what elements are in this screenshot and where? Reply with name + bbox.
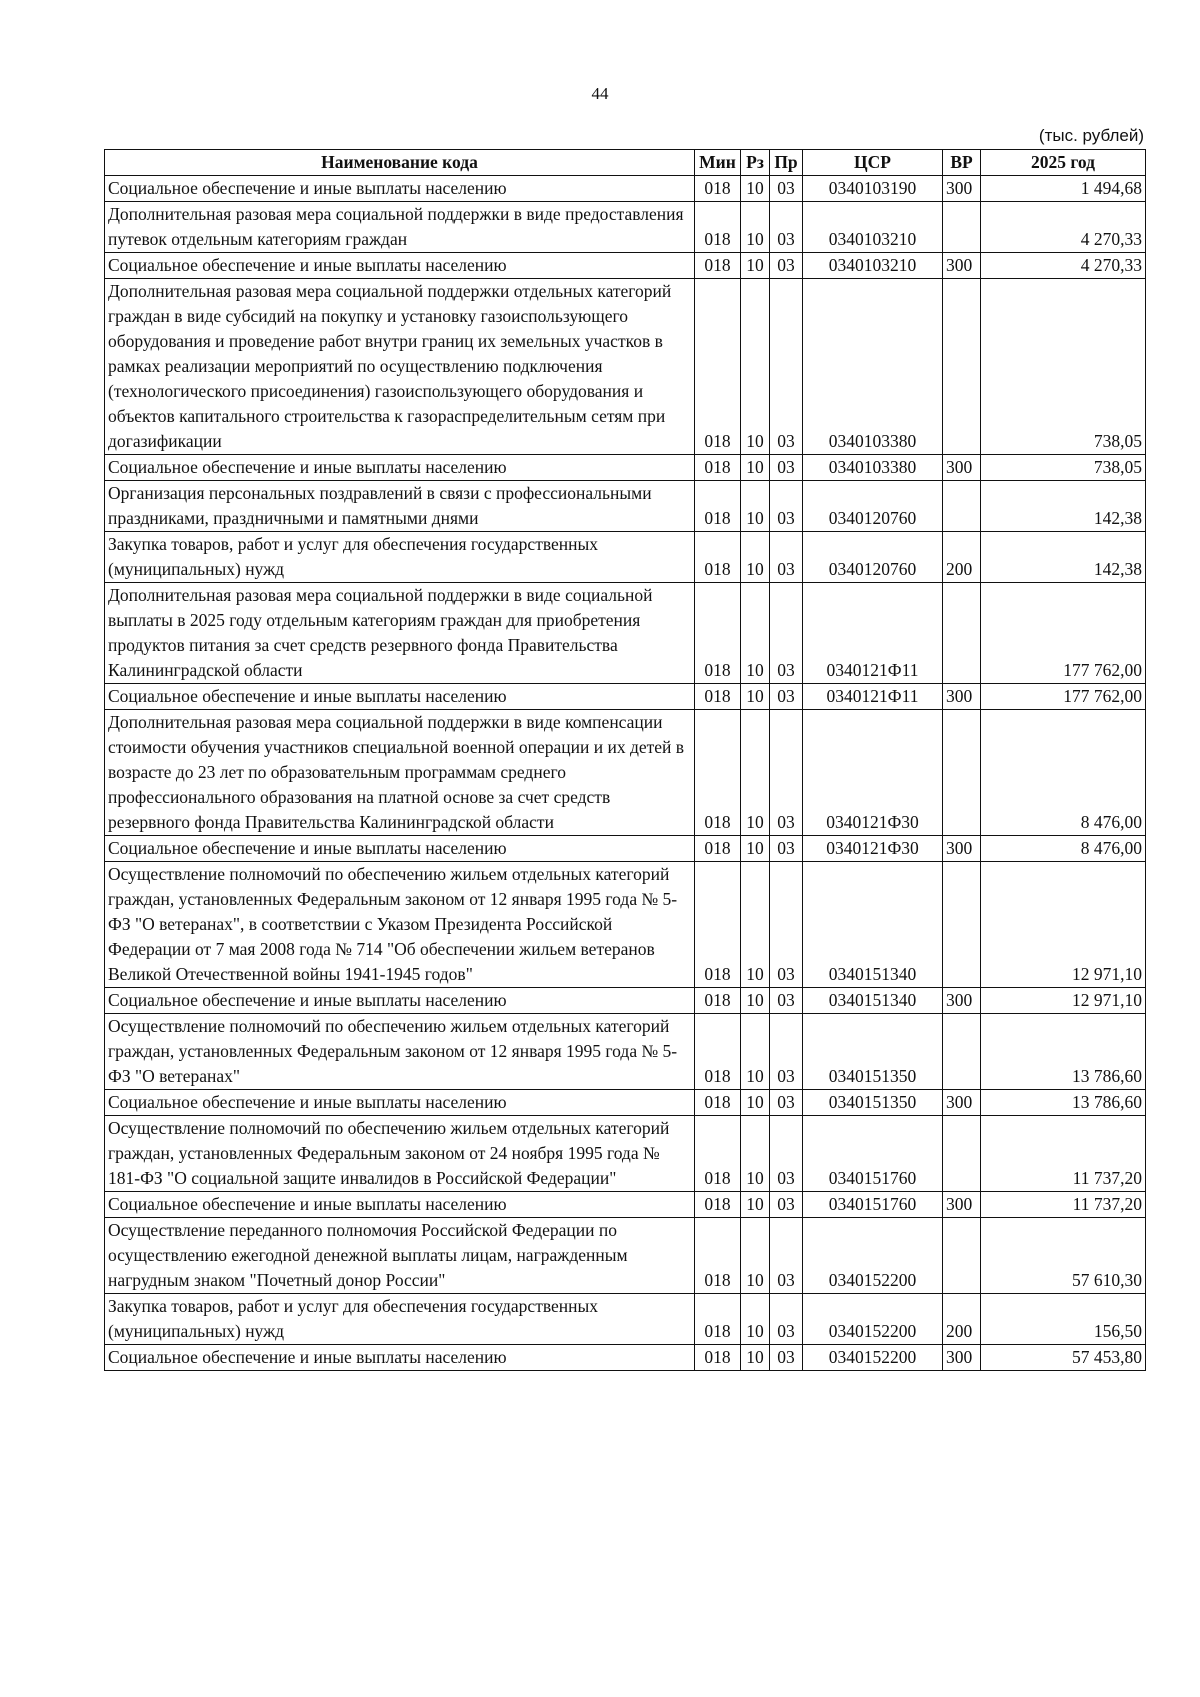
cell-rz: 10 (741, 862, 770, 988)
cell-csr: 0340121Ф30 (803, 710, 943, 836)
cell-csr: 0340151340 (803, 988, 943, 1014)
cell-rz: 10 (741, 279, 770, 455)
cell-rz: 10 (741, 988, 770, 1014)
table-row (105, 836, 1146, 862)
cell-name: Осуществление полномочий по обеспечению жильем отдельных категорий граждан, установленных Федеральным законом от 12 января 1995 года № 5-ФЗ "О ветеранах" (105, 1014, 695, 1090)
table-row (105, 532, 1146, 583)
cell-amount: 13 786,60 (981, 1090, 1146, 1116)
cell-csr: 0340151760 (803, 1192, 943, 1218)
table-row (105, 455, 1146, 481)
table-row (105, 1345, 1146, 1371)
cell-rz: 10 (741, 176, 770, 202)
header-pr: Пр (770, 150, 803, 176)
cell-name: Социальное обеспечение и иные выплаты населению (105, 455, 695, 481)
cell-name: Дополнительная разовая мера социальной поддержки в виде социальной выплаты в 2025 году отдельным категориям граждан для приобретения продуктов питания за счет средств резервного фонда Правительства Калининградской области (105, 583, 695, 684)
cell-pr: 03 (770, 684, 803, 710)
table-header-row (105, 150, 1146, 176)
cell-csr: 0340103190 (803, 176, 943, 202)
cell-vr (943, 1014, 981, 1090)
cell-vr: 300 (943, 1090, 981, 1116)
cell-csr: 0340120760 (803, 481, 943, 532)
table-row (105, 583, 1146, 684)
cell-vr: 300 (943, 684, 981, 710)
cell-name: Социальное обеспечение и иные выплаты населению (105, 176, 695, 202)
table-row (105, 1090, 1146, 1116)
cell-rz: 10 (741, 684, 770, 710)
cell-csr: 0340151760 (803, 1116, 943, 1192)
cell-vr (943, 202, 981, 253)
page-number: 44 (591, 84, 609, 103)
cell-pr: 03 (770, 710, 803, 836)
cell-pr: 03 (770, 862, 803, 988)
cell-pr: 03 (770, 176, 803, 202)
cell-name: Социальное обеспечение и иные выплаты населению (105, 1090, 695, 1116)
table-row (105, 253, 1146, 279)
units-label: (тыс. рублей) (1038, 126, 1144, 145)
cell-min: 018 (695, 1192, 741, 1218)
cell-min: 018 (695, 684, 741, 710)
cell-vr: 300 (943, 455, 981, 481)
cell-vr (943, 279, 981, 455)
cell-name: Закупка товаров, работ и услуг для обеспечения государственных (муниципальных) нужд (105, 532, 695, 583)
table-row (105, 279, 1146, 455)
cell-csr: 0340103210 (803, 253, 943, 279)
cell-vr: 300 (943, 836, 981, 862)
cell-pr: 03 (770, 1345, 803, 1371)
cell-csr: 0340103380 (803, 455, 943, 481)
cell-name: Осуществление полномочий по обеспечению жильем отдельных категорий граждан, установленных Федеральным законом от 12 января 1995 года № 5-ФЗ "О ветеранах", в соответствии с Указом Президента Российской Федерации от 7 мая 2008 года № 714 "Об обеспечении жильем ветеранов Великой Отечественной войны 1941-1945 годов" (105, 862, 695, 988)
table-row (105, 481, 1146, 532)
cell-csr: 0340103210 (803, 202, 943, 253)
cell-name: Дополнительная разовая мера социальной поддержки в виде предоставления путевок отдельным категориям граждан (105, 202, 695, 253)
cell-rz: 10 (741, 202, 770, 253)
cell-amount: 4 270,33 (981, 202, 1146, 253)
cell-min: 018 (695, 455, 741, 481)
cell-rz: 10 (741, 1192, 770, 1218)
cell-rz: 10 (741, 710, 770, 836)
cell-amount: 57 610,30 (981, 1218, 1146, 1294)
cell-amount: 12 971,10 (981, 862, 1146, 988)
cell-pr: 03 (770, 279, 803, 455)
cell-amount: 142,38 (981, 481, 1146, 532)
table-row (105, 1192, 1146, 1218)
cell-name: Социальное обеспечение и иные выплаты населению (105, 684, 695, 710)
budget-table (104, 149, 1146, 1371)
cell-rz: 10 (741, 532, 770, 583)
header-year: 2025 год (981, 150, 1146, 176)
cell-min: 018 (695, 532, 741, 583)
cell-min: 018 (695, 1116, 741, 1192)
cell-rz: 10 (741, 1218, 770, 1294)
table-row (105, 1294, 1146, 1345)
cell-min: 018 (695, 253, 741, 279)
cell-rz: 10 (741, 1090, 770, 1116)
header-csr: ЦСР (803, 150, 943, 176)
table-row (105, 176, 1146, 202)
cell-name: Осуществление полномочий по обеспечению жильем отдельных категорий граждан, установленных Федеральным законом от 24 ноября 1995 года № 181-ФЗ "О социальной защите инвалидов в Российской Федерации" (105, 1116, 695, 1192)
cell-pr: 03 (770, 455, 803, 481)
cell-csr: 0340152200 (803, 1294, 943, 1345)
table-row (105, 862, 1146, 988)
header-vr: ВР (943, 150, 981, 176)
cell-amount: 8 476,00 (981, 836, 1146, 862)
cell-min: 018 (695, 1090, 741, 1116)
cell-min: 018 (695, 583, 741, 684)
cell-min: 018 (695, 710, 741, 836)
cell-rz: 10 (741, 1014, 770, 1090)
cell-amount: 4 270,33 (981, 253, 1146, 279)
cell-min: 018 (695, 481, 741, 532)
header-rz: Рз (741, 150, 770, 176)
cell-vr (943, 583, 981, 684)
cell-csr: 0340121Ф11 (803, 684, 943, 710)
cell-rz: 10 (741, 455, 770, 481)
cell-pr: 03 (770, 1116, 803, 1192)
cell-min: 018 (695, 1294, 741, 1345)
cell-vr: 300 (943, 1345, 981, 1371)
cell-pr: 03 (770, 836, 803, 862)
cell-vr (943, 1116, 981, 1192)
cell-rz: 10 (741, 583, 770, 684)
cell-amount: 8 476,00 (981, 710, 1146, 836)
cell-csr: 0340151340 (803, 862, 943, 988)
cell-rz: 10 (741, 1294, 770, 1345)
cell-vr (943, 481, 981, 532)
cell-amount: 177 762,00 (981, 583, 1146, 684)
cell-min: 018 (695, 279, 741, 455)
cell-csr: 0340151350 (803, 1014, 943, 1090)
cell-amount: 13 786,60 (981, 1014, 1146, 1090)
table-row (105, 988, 1146, 1014)
cell-csr: 0340120760 (803, 532, 943, 583)
cell-rz: 10 (741, 253, 770, 279)
cell-min: 018 (695, 862, 741, 988)
header-min: Мин (695, 150, 741, 176)
cell-amount: 156,50 (981, 1294, 1146, 1345)
header-name: Наименование кода (105, 150, 695, 176)
cell-min: 018 (695, 202, 741, 253)
cell-rz: 10 (741, 1345, 770, 1371)
cell-vr: 200 (943, 1294, 981, 1345)
cell-name: Организация персональных поздравлений в связи с профессиональными праздниками, праздничными и памятными днями (105, 481, 695, 532)
cell-name: Социальное обеспечение и иные выплаты населению (105, 836, 695, 862)
cell-amount: 177 762,00 (981, 684, 1146, 710)
cell-amount: 1 494,68 (981, 176, 1146, 202)
cell-min: 018 (695, 1345, 741, 1371)
cell-csr: 0340152200 (803, 1345, 943, 1371)
cell-pr: 03 (770, 1294, 803, 1345)
cell-csr: 0340152200 (803, 1218, 943, 1294)
cell-pr: 03 (770, 1014, 803, 1090)
cell-pr: 03 (770, 481, 803, 532)
table-row (105, 202, 1146, 253)
cell-amount: 11 737,20 (981, 1116, 1146, 1192)
cell-name: Закупка товаров, работ и услуг для обеспечения государственных (муниципальных) нужд (105, 1294, 695, 1345)
cell-csr: 0340151350 (803, 1090, 943, 1116)
cell-pr: 03 (770, 1090, 803, 1116)
cell-amount: 142,38 (981, 532, 1146, 583)
cell-min: 018 (695, 988, 741, 1014)
table-body (105, 176, 1146, 1371)
cell-pr: 03 (770, 1192, 803, 1218)
cell-min: 018 (695, 1014, 741, 1090)
cell-vr: 300 (943, 253, 981, 279)
cell-rz: 10 (741, 1116, 770, 1192)
cell-vr: 300 (943, 988, 981, 1014)
cell-pr: 03 (770, 202, 803, 253)
cell-pr: 03 (770, 583, 803, 684)
table-row (105, 1218, 1146, 1294)
cell-amount: 12 971,10 (981, 988, 1146, 1014)
cell-name: Социальное обеспечение и иные выплаты населению (105, 1192, 695, 1218)
cell-pr: 03 (770, 532, 803, 583)
table-row (105, 1116, 1146, 1192)
cell-name: Социальное обеспечение и иные выплаты населению (105, 988, 695, 1014)
cell-name: Социальное обеспечение и иные выплаты населению (105, 1345, 695, 1371)
cell-rz: 10 (741, 481, 770, 532)
cell-csr: 0340103380 (803, 279, 943, 455)
table-row (105, 710, 1146, 836)
cell-amount: 57 453,80 (981, 1345, 1146, 1371)
cell-vr: 300 (943, 1192, 981, 1218)
cell-name: Осуществление переданного полномочия Российской Федерации по осуществлению ежегодной денежной выплаты лицам, награжденным нагрудным знаком "Почетный донор России" (105, 1218, 695, 1294)
cell-rz: 10 (741, 836, 770, 862)
cell-min: 018 (695, 836, 741, 862)
cell-min: 018 (695, 1218, 741, 1294)
cell-csr: 0340121Ф30 (803, 836, 943, 862)
cell-min: 018 (695, 176, 741, 202)
cell-vr (943, 1218, 981, 1294)
cell-pr: 03 (770, 1218, 803, 1294)
cell-pr: 03 (770, 988, 803, 1014)
table-row (105, 684, 1146, 710)
cell-name: Социальное обеспечение и иные выплаты населению (105, 253, 695, 279)
cell-vr (943, 862, 981, 988)
cell-name: Дополнительная разовая мера социальной поддержки в виде компенсации стоимости обучения участников специальной военной операции и их детей в возрасте до 23 лет по образовательным программам среднего профессионального образования на платной основе за счет средств резервного фонда Правительства Калининградской области (105, 710, 695, 836)
cell-amount: 738,05 (981, 279, 1146, 455)
cell-vr (943, 710, 981, 836)
cell-name: Дополнительная разовая мера социальной поддержки отдельных категорий граждан в виде субсидий на покупку и установку газоиспользующего оборудования и проведение работ внутри границ их земельных участков в рамках реализации мероприятий по осуществлению подключения (технологического присоединения) газоиспользующего оборудования и объектов капитального строительства к газораспределительным сетям при догазификации (105, 279, 695, 455)
table-row (105, 1014, 1146, 1090)
cell-pr: 03 (770, 253, 803, 279)
cell-vr: 200 (943, 532, 981, 583)
cell-csr: 0340121Ф11 (803, 583, 943, 684)
cell-amount: 738,05 (981, 455, 1146, 481)
cell-amount: 11 737,20 (981, 1192, 1146, 1218)
cell-vr: 300 (943, 176, 981, 202)
